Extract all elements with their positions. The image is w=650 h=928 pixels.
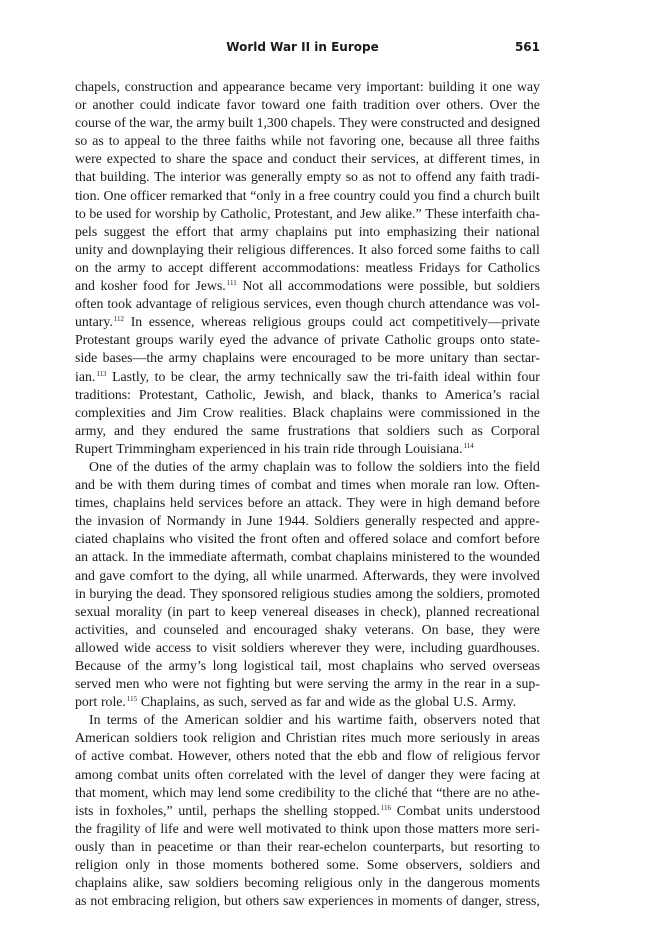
text-line: American soldiers took religion and Christian rites much more seriously in areas (75, 730, 540, 746)
text-line: to be used for worship by Catholic, Protestant, and Jew alike.” These interfaith cha- (75, 205, 540, 221)
text-line: untary.$^{112}$ In essence, whereas religious groups could act competitively—private (75, 314, 540, 330)
text-line: and gave comfort to the dying, all while unarmed. Afterwards, they were involved (75, 567, 540, 583)
text-line: unity and downplaying their religious differences. It also forced some faiths to call (75, 241, 540, 257)
footnote-marker[interactable]: 112 (113, 315, 125, 324)
footnote-marker[interactable]: 113 (96, 369, 107, 378)
text-line: ists in foxholes,” until, perhaps the shelling stopped.$^{116}$ Combat units understood (75, 802, 540, 818)
text-line: In terms of the American soldier and his wartime faith, observers noted that (89, 712, 540, 728)
text-line: ian.$^{113}$ Lastly, to be clear, the army technically saw the tri-faith ideal within four (75, 368, 540, 384)
text-line: One of the duties of the army chaplain was to follow the soldiers into the field (89, 458, 540, 474)
footnote-marker[interactable]: 111 (226, 279, 237, 288)
body-text (75, 78, 540, 910)
text-line: complexities and Jim Crow realities. Black chaplains were commissioned in the (75, 404, 540, 420)
text-line: so as to appeal to the three faiths while not favoring one, because all three faiths (75, 133, 540, 149)
text-line: the fragility of life and were well motivated to think upon those matters more seri- (75, 820, 540, 836)
running-head-title: World War II in Europe (226, 40, 379, 54)
text-line: sexual morality (in part to keep venereal diseases in check), planned recreational (75, 603, 540, 619)
text-line: that building. The interior was generally empty so as not to offend any faith tradi- (75, 169, 540, 185)
text-line: religion only in those moments bothered some. Some observers, soldiers and (75, 857, 540, 873)
text-line: ously than in peacetime or than their rear-echelon counterparts, but resorting to (75, 838, 540, 854)
text-line: were expected to share the space and conduct their services, at different times, in (75, 151, 540, 167)
paragraph (75, 458, 540, 711)
text-line: and kosher food for Jews.$^{111}$ Not all accommodations were possible, but soldiers (75, 278, 540, 294)
text-line: times, chaplains held services before an attack. They were in high demand before (75, 495, 540, 511)
paragraph (75, 78, 540, 458)
footnote-marker[interactable]: 116 (380, 803, 392, 812)
text-line: ciated chaplains who visited the front often and offered solace and comfort before (75, 531, 540, 547)
text-line: on the army to accept different accommodations: meatless Fridays for Catholics (75, 259, 540, 275)
text-line: an attack. In the immediate aftermath, combat chaplains ministered to the wounded (75, 549, 540, 565)
text-line: the invasion of Normandy in June 1944. Soldiers generally respected and appre- (75, 513, 540, 529)
text-line: port role.$^{115}$ Chaplains, as such, served as far and wide as the global U.S. Army. (75, 694, 517, 710)
text-line: Rupert Trimmingham experienced in his train ride through Louisiana.$^{114}$ (75, 440, 474, 456)
text-line: and be with them during times of combat and times when morale ran low. Often- (75, 477, 540, 493)
footnote-marker[interactable]: 114 (463, 441, 474, 450)
text-line: pels suggest the effort that army chaplains put into emphasizing their national (75, 223, 540, 239)
text-line: chapels, construction and appearance became very important: building it one way (75, 79, 540, 94)
text-line: traditions: Protestant, Catholic, Jewish, and black, thanks to America’s racial (75, 386, 540, 402)
text-line: served men who were not fighting but were serving the army in the rear in a sup- (75, 676, 540, 692)
text-line: Because of the army’s long logistical tail, most chaplains who served overseas (75, 658, 540, 673)
text-line: allowed wide access to visit soldiers wherever they were, including guardhouses. (75, 639, 540, 655)
text-line: tion. One officer remarked that “only in a free country could you find a church built (75, 187, 540, 203)
text-line: often took advantage of religious services, even though church attendance was vol- (75, 296, 540, 312)
text-line: in burying the dead. They sponsored religious studies among the soldiers, promoted (75, 585, 540, 601)
text-line: or another could indicate favor toward one faith tradition over others. Over the (75, 97, 540, 113)
text-line: of active combat. However, others noted that the ebb and flow of religious fervor (75, 748, 540, 764)
paragraph (75, 711, 540, 910)
text-line: Protestant groups warily eyed the advance of private Catholic groups onto state- (75, 332, 540, 348)
page-number: 561 (514, 40, 540, 54)
text-line: chaplains alike, saw soldiers becoming religious only in the dangerous moments (75, 875, 540, 891)
footnote-marker[interactable]: 115 (126, 695, 138, 704)
text-line: army, and they endured the same frustrations that soldiers such as Corporal (75, 422, 540, 438)
text-line: course of the war, the army built 1,300 chapels. They were constructed and designed (75, 115, 540, 131)
running-head (75, 40, 540, 58)
text-line: among combat units often correlated with the level of danger they were facing at (75, 766, 540, 782)
text-line: as not embracing religion, but others saw experiences in moments of danger, stress, (75, 893, 540, 909)
text-line: that moment, which may lend some credibility to the cliché that “there are no athe- (75, 784, 540, 800)
text-line: side bases—the army chaplains were encouraged to be more unitary than sectar- (75, 350, 540, 366)
text-line: activities, and counseled and encouraged shaky veterans. On base, they were (75, 621, 540, 637)
